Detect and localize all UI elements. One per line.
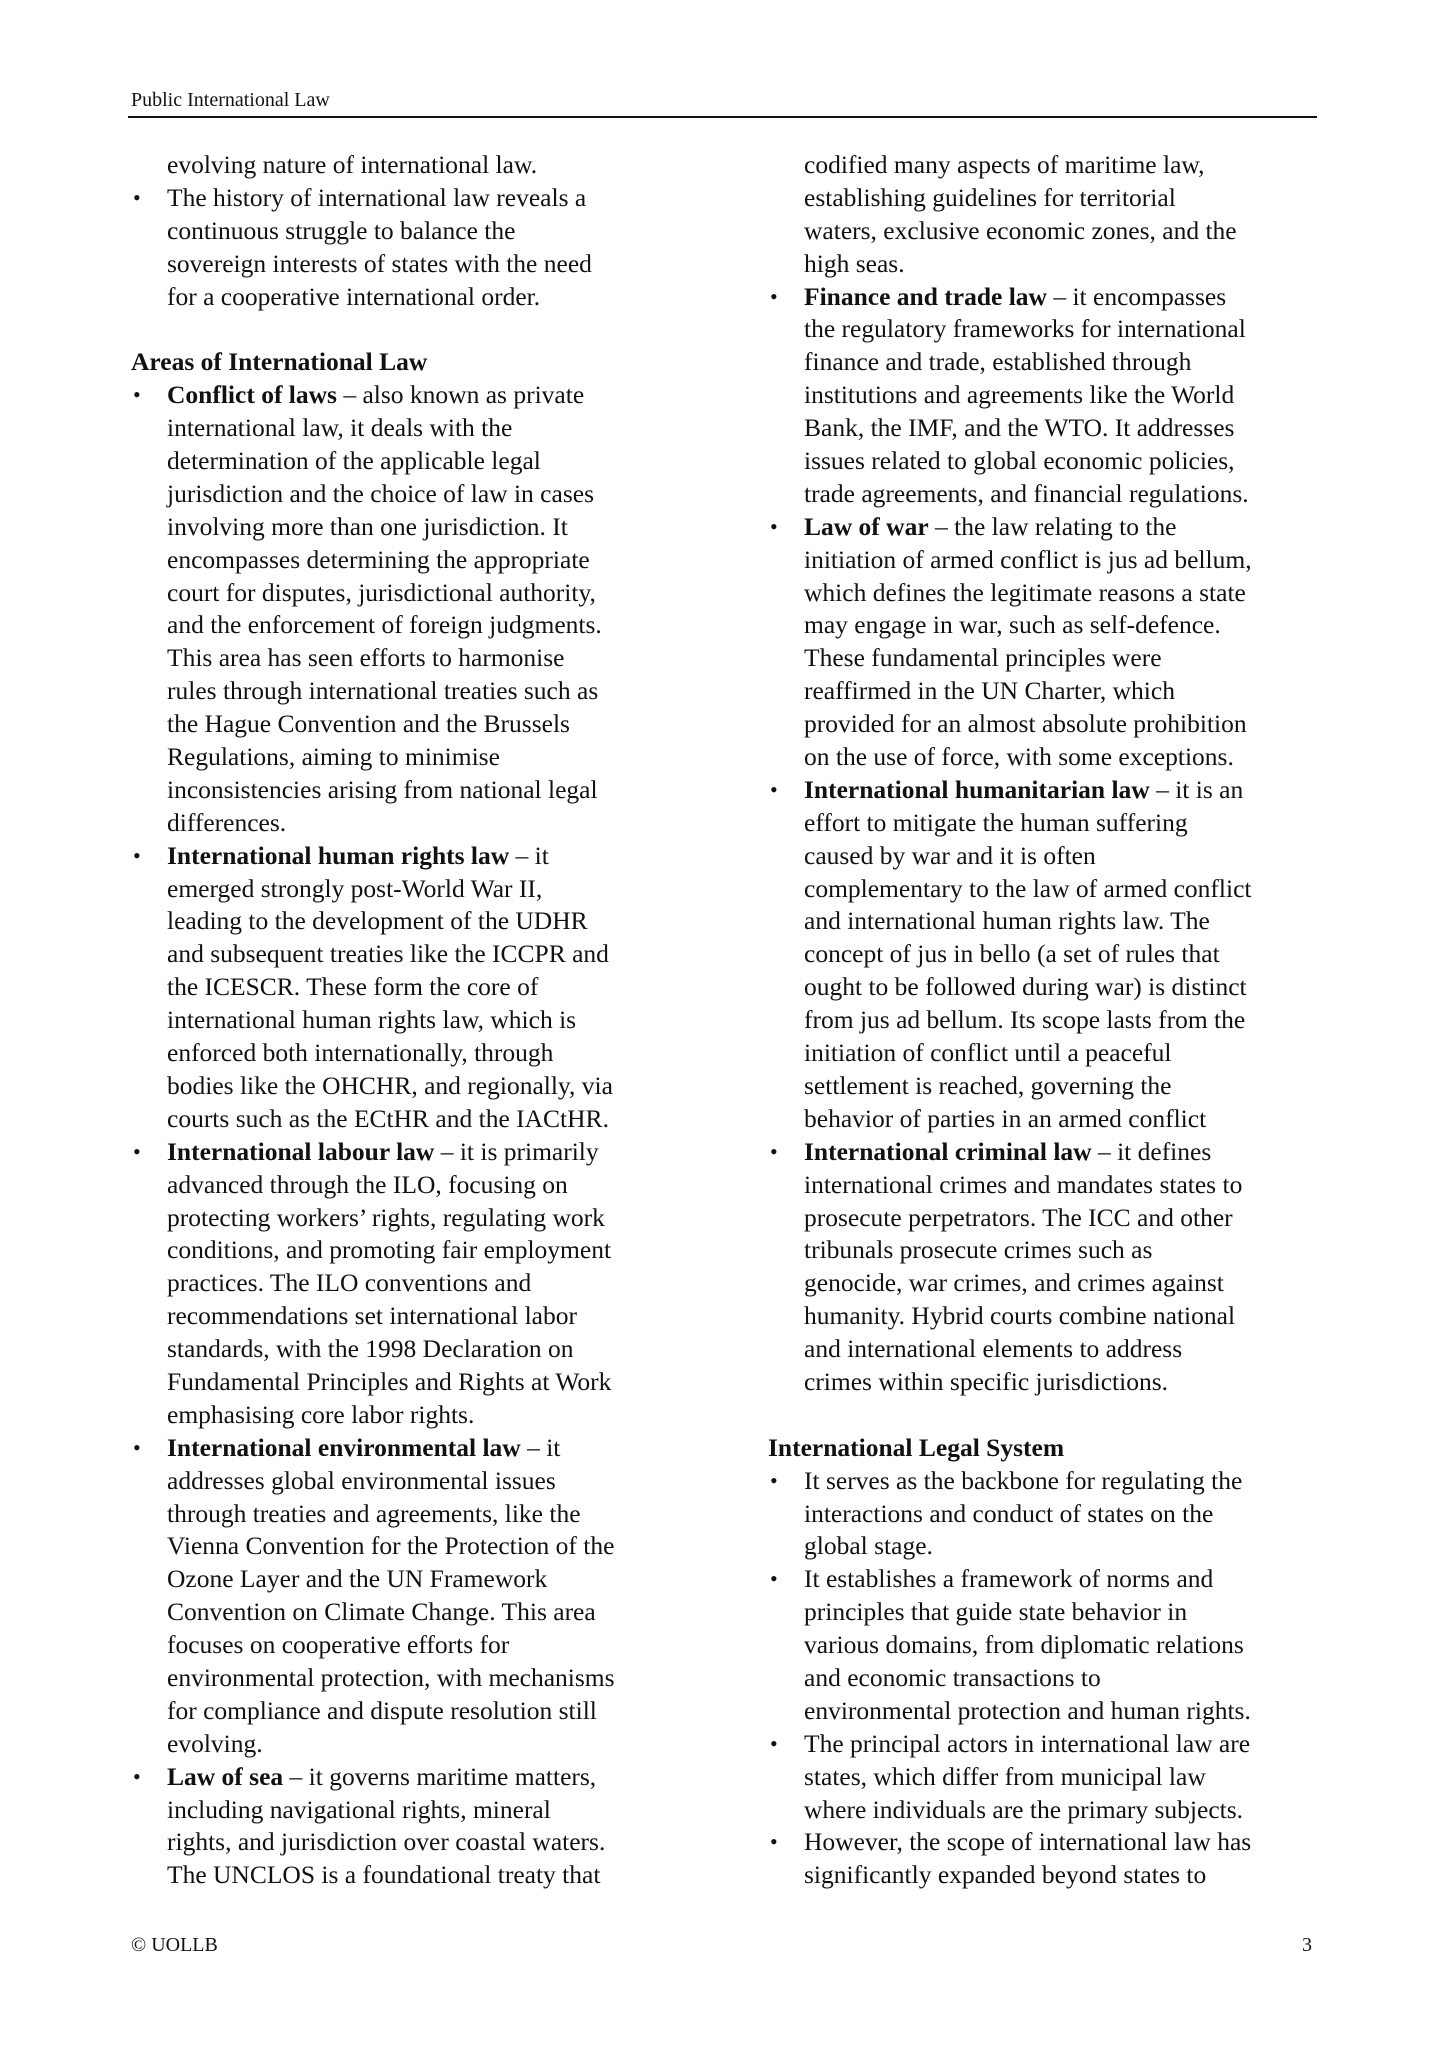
text-line (131, 478, 691, 511)
text-line (131, 1234, 691, 1267)
line-text: involving more than one jurisdiction. It (167, 511, 568, 541)
text-line (768, 1169, 1338, 1202)
line-text: initiation of conflict until a peaceful (804, 1038, 1172, 1068)
line-text: leading to the development of the UDHR (167, 906, 588, 936)
line-text: addresses global environmental issues (167, 1465, 556, 1495)
text-line (768, 1498, 1338, 1531)
text-line (131, 1629, 691, 1662)
term-description: – it is primarily (434, 1136, 599, 1166)
text-line (131, 609, 691, 642)
line-text: which defines the legitimate reasons a state (804, 577, 1246, 607)
text-line (768, 971, 1338, 1004)
line-text: Regulations, aiming to minimise (167, 742, 500, 772)
text-line (768, 478, 1338, 511)
line-text: including navigational rights, mineral (167, 1794, 551, 1824)
line-text: complementary to the law of armed conflict (804, 873, 1252, 903)
line-text (167, 840, 549, 873)
text-line (131, 840, 691, 873)
section-heading (768, 1432, 1338, 1465)
text-line (131, 215, 691, 248)
line-text: on the use of force, with some exceptions. (804, 742, 1234, 772)
text-line (131, 642, 691, 675)
line-text: inconsistencies arising from national legal (167, 774, 598, 804)
text-line (768, 642, 1338, 675)
line-text: evolving. (167, 1728, 263, 1758)
text-line (131, 1070, 691, 1103)
section-heading (131, 346, 691, 379)
text-line (768, 248, 1338, 281)
line-text: Fundamental Principles and Rights at Work (167, 1366, 612, 1396)
bold-term: International environmental law (167, 1432, 521, 1462)
text-line (768, 807, 1338, 840)
line-text: waters, exclusive economic zones, and the (804, 215, 1237, 245)
text-line (768, 1859, 1338, 1892)
text-line (131, 281, 691, 314)
text-line (131, 873, 691, 906)
line-text: Areas of International Law (131, 347, 428, 377)
line-text: and international human rights law. The (804, 906, 1210, 936)
bold-term: International criminal law (804, 1136, 1092, 1166)
bullet-icon: • (770, 513, 778, 539)
line-text: and international elements to address (804, 1334, 1183, 1364)
line-text: the ICESCR. These form the core of (167, 972, 539, 1002)
text-line (768, 1366, 1338, 1399)
line-text: for compliance and dispute resolution still (167, 1695, 597, 1725)
bold-term: Law of sea (167, 1761, 284, 1791)
text-line (131, 1103, 691, 1136)
bullet-icon: • (133, 1763, 141, 1789)
text-line (131, 1333, 691, 1366)
text-line (131, 248, 691, 281)
text-line (131, 445, 691, 478)
text-line (768, 1465, 1338, 1498)
text-line (768, 215, 1338, 248)
text-line (768, 708, 1338, 741)
text-line (131, 1300, 691, 1333)
text-line (131, 1498, 691, 1531)
line-text: international law, it deals with the (167, 413, 513, 443)
line-text: recommendations set international labor (167, 1301, 577, 1331)
line-text: courts such as the ECtHR and the IACtHR. (167, 1103, 609, 1133)
text-line (131, 905, 691, 938)
line-text: for a cooperative international order. (167, 281, 541, 311)
text-line (131, 1859, 691, 1892)
line-text: states, which differ from municipal law (804, 1761, 1206, 1791)
text-line (768, 1794, 1338, 1827)
term-description: – it governs maritime matters, (283, 1761, 597, 1791)
text-line (131, 1004, 691, 1037)
line-text: global stage. (804, 1531, 933, 1561)
line-text: where individuals are the primary subjects. (804, 1794, 1244, 1824)
line-text: various domains, from diplomatic relations (804, 1630, 1244, 1660)
line-text: behavior of parties in an armed conflict (804, 1103, 1207, 1133)
blank-line (131, 313, 691, 346)
text-line (131, 379, 691, 412)
line-text: continuous struggle to balance the (167, 215, 516, 245)
text-line (131, 1465, 691, 1498)
footer-copyright: © UOLLB (131, 1934, 218, 1956)
text-line (768, 905, 1338, 938)
text-line (131, 1563, 691, 1596)
line-text: institutions and agreements like the World (804, 380, 1235, 410)
text-line (131, 1267, 691, 1300)
line-text: This area has seen efforts to harmonise (167, 643, 565, 673)
bullet-icon: • (133, 842, 141, 868)
bold-term: International humanitarian law (804, 774, 1150, 804)
line-text: encompasses determining the appropriate (167, 544, 590, 574)
line-text: through treaties and agreements, like the (167, 1498, 581, 1528)
text-line (768, 1662, 1338, 1695)
text-line (131, 741, 691, 774)
line-text: and subsequent treaties like the ICCPR and (167, 939, 609, 969)
line-text: tribunals prosecute crimes such as (804, 1235, 1153, 1265)
text-line (768, 1234, 1338, 1267)
bold-term: International human rights law (167, 840, 510, 870)
line-text: These fundamental principles were (804, 643, 1162, 673)
text-line (768, 149, 1338, 182)
bold-term: Conflict of laws (167, 380, 337, 410)
text-line (768, 346, 1338, 379)
bold-term: International labour law (167, 1136, 435, 1166)
text-line (131, 1037, 691, 1070)
line-text: practices. The ILO conventions and (167, 1268, 532, 1298)
line-text: Bank, the IMF, and the WTO. It addresses (804, 413, 1235, 443)
line-text: It serves as the backbone for regulating the (804, 1465, 1243, 1495)
text-line (768, 1826, 1338, 1859)
line-text: bodies like the OHCHR, and regionally, via (167, 1070, 613, 1100)
text-line (131, 1136, 691, 1169)
bullet-icon: • (770, 1730, 778, 1756)
line-text: principles that guide state behavior in (804, 1597, 1188, 1627)
term-description: – it (520, 1432, 561, 1462)
text-line (768, 445, 1338, 478)
bold-term: Law of war (804, 511, 929, 541)
line-text: The principal actors in international law are (804, 1728, 1251, 1758)
line-text: finance and trade, established through (804, 347, 1192, 377)
text-line (131, 1761, 691, 1794)
bullet-icon: • (770, 1138, 778, 1164)
line-text (804, 511, 1177, 544)
bullet-icon: • (770, 1566, 778, 1592)
text-line (131, 1399, 691, 1432)
line-text (167, 379, 584, 412)
line-text: evolving nature of international law. (167, 150, 538, 179)
line-text: trade agreements, and financial regulations. (804, 478, 1249, 508)
line-text: Ozone Layer and the UN Framework (167, 1564, 548, 1594)
term-description: – it is an (1149, 774, 1244, 804)
line-text: Vienna Convention for the Protection of the (167, 1531, 615, 1561)
bullet-icon: • (133, 1138, 141, 1164)
blank-line (768, 1399, 1338, 1432)
text-line (131, 577, 691, 610)
right-column (768, 149, 1338, 1892)
text-line (768, 774, 1338, 807)
text-line (131, 938, 691, 971)
line-text (804, 774, 1243, 807)
line-text: standards, with the 1998 Declaration on (167, 1334, 574, 1364)
bold-term: Finance and trade law (804, 281, 1047, 311)
line-text: International Legal System (768, 1432, 1065, 1462)
line-text: concept of jus in bello (a set of rules that (804, 939, 1220, 969)
text-line (131, 774, 691, 807)
line-text: rules through international treaties such as (167, 676, 599, 706)
line-text: It establishes a framework of norms and (804, 1564, 1214, 1594)
text-line (768, 1300, 1338, 1333)
text-line (768, 1202, 1338, 1235)
text-line (768, 609, 1338, 642)
bullet-icon: • (133, 1434, 141, 1460)
text-line (131, 149, 691, 182)
running-header-title: Public International Law (131, 89, 330, 111)
line-text: jurisdiction and the choice of law in cases (167, 478, 594, 508)
line-text: conditions, and promoting fair employment (167, 1235, 612, 1265)
text-line (768, 1103, 1338, 1136)
line-text (167, 1761, 596, 1794)
line-text: crimes within specific jurisdictions. (804, 1366, 1169, 1396)
bullet-icon: • (770, 1467, 778, 1493)
text-line (768, 1037, 1338, 1070)
term-description: – it (509, 840, 549, 870)
text-line (131, 675, 691, 708)
line-text: genocide, war crimes, and crimes against (804, 1268, 1224, 1298)
bullet-icon: • (133, 382, 141, 408)
left-column (131, 149, 691, 1892)
line-text: codified many aspects of maritime law, (804, 150, 1205, 179)
line-text: sovereign interests of states with the need (167, 248, 592, 278)
text-line (768, 544, 1338, 577)
line-text: the regulatory frameworks for international (804, 314, 1246, 344)
line-text: and the enforcement of foreign judgments. (167, 610, 602, 640)
text-line (768, 313, 1338, 346)
line-text: prosecute perpetrators. The ICC and other (804, 1202, 1233, 1232)
text-line (768, 938, 1338, 971)
text-line (768, 511, 1338, 544)
text-line (131, 544, 691, 577)
text-line (131, 1596, 691, 1629)
line-text: may engage in war, such as self-defence. (804, 610, 1221, 640)
term-description: – it encompasses (1046, 281, 1227, 311)
text-line (131, 1366, 691, 1399)
line-text: caused by war and it is often (804, 840, 1096, 870)
text-line (131, 1202, 691, 1235)
text-line (131, 1728, 691, 1761)
text-line (768, 1136, 1338, 1169)
line-text: humanity. Hybrid courts combine national (804, 1301, 1236, 1331)
text-line (768, 1070, 1338, 1103)
line-text: advanced through the ILO, focusing on (167, 1169, 568, 1199)
line-text: interactions and conduct of states on the (804, 1498, 1214, 1528)
line-text: establishing guidelines for territorial (804, 182, 1176, 212)
text-line (131, 412, 691, 445)
text-line (768, 1004, 1338, 1037)
line-text: provided for an almost absolute prohibition (804, 709, 1247, 739)
text-line (131, 971, 691, 1004)
text-line (131, 1826, 691, 1859)
text-line (131, 1530, 691, 1563)
page-number: 3 (1302, 1934, 1312, 1956)
line-text: enforced both internationally, through (167, 1038, 554, 1068)
text-line (768, 1728, 1338, 1761)
term-description: – it defines (1091, 1136, 1212, 1166)
text-line (768, 412, 1338, 445)
header-rule (128, 116, 1317, 118)
line-text: determination of the applicable legal (167, 446, 541, 476)
line-text: However, the scope of international law has (804, 1827, 1252, 1857)
text-line (768, 1695, 1338, 1728)
line-text: rights, and jurisdiction over coastal waters. (167, 1827, 606, 1857)
line-text: court for disputes, jurisdictional authority, (167, 577, 596, 607)
line-text: international crimes and mandates states to (804, 1169, 1243, 1199)
text-line (768, 741, 1338, 774)
term-description: – also known as private (336, 380, 585, 410)
line-text: focuses on cooperative efforts for (167, 1630, 510, 1660)
line-text (167, 1136, 599, 1169)
text-line (131, 1794, 691, 1827)
line-text (804, 281, 1226, 314)
line-text: the Hague Convention and the Brussels (167, 709, 570, 739)
text-line (768, 1596, 1338, 1629)
text-line (768, 675, 1338, 708)
text-line (768, 182, 1338, 215)
line-text: and economic transactions to (804, 1662, 1101, 1692)
line-text: reaffirmed in the UN Charter, which (804, 676, 1175, 706)
line-text: settlement is reached, governing the (804, 1070, 1172, 1100)
line-text: international human rights law, which is (167, 1005, 577, 1035)
text-line (131, 1169, 691, 1202)
bullet-icon: • (770, 283, 778, 309)
text-line (768, 1267, 1338, 1300)
line-text: differences. (167, 807, 287, 837)
line-text: emphasising core labor rights. (167, 1399, 475, 1429)
text-line (131, 1432, 691, 1465)
text-line (768, 379, 1338, 412)
term-description: – the law relating to the (928, 511, 1177, 541)
text-line (768, 1629, 1338, 1662)
bullet-icon: • (133, 184, 141, 210)
text-line (131, 708, 691, 741)
line-text: high seas. (804, 248, 905, 278)
line-text: The UNCLOS is a foundational treaty that (167, 1860, 601, 1890)
text-line (768, 1761, 1338, 1794)
line-text: from jus ad bellum. Its scope lasts from the (804, 1005, 1246, 1035)
text-line (768, 577, 1338, 610)
line-text: issues related to global economic policies, (804, 446, 1235, 476)
line-text: environmental protection, with mechanisms (167, 1662, 615, 1692)
line-text: significantly expanded beyond states to (804, 1860, 1207, 1890)
line-text: effort to mitigate the human suffering (804, 807, 1188, 837)
bullet-icon: • (770, 1829, 778, 1855)
text-line (131, 1695, 691, 1728)
line-text: The history of international law reveals a (167, 182, 587, 212)
line-text (167, 1432, 560, 1465)
bullet-icon: • (770, 776, 778, 802)
text-line (768, 873, 1338, 906)
text-line (768, 840, 1338, 873)
text-line (131, 1662, 691, 1695)
line-text: protecting workers’ rights, regulating work (167, 1202, 605, 1232)
text-line (768, 1333, 1338, 1366)
text-line (768, 1563, 1338, 1596)
text-line (131, 182, 691, 215)
text-line (131, 807, 691, 840)
line-text: Convention on Climate Change. This area (167, 1597, 596, 1627)
line-text: emerged strongly post-World War II, (167, 873, 543, 903)
text-line (131, 511, 691, 544)
line-text (804, 1136, 1211, 1169)
line-text: ought to be followed during war) is distinct (804, 972, 1247, 1002)
text-line (768, 1530, 1338, 1563)
text-line (768, 281, 1338, 314)
line-text: initiation of armed conflict is jus ad bellum, (804, 544, 1252, 574)
line-text: environmental protection and human rights. (804, 1695, 1251, 1725)
